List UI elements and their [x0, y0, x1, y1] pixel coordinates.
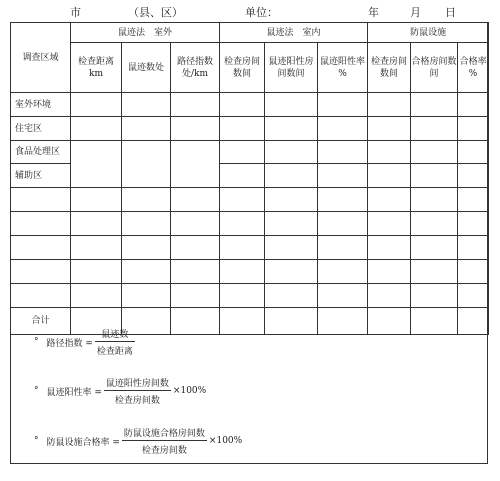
- table-cell[interactable]: [71, 260, 122, 284]
- table-cell[interactable]: [265, 212, 318, 236]
- formula-positive-rate: [34, 376, 206, 406]
- table-cell[interactable]: [458, 260, 489, 284]
- table-cell[interactable]: [122, 93, 171, 117]
- header-year: 年: [368, 6, 379, 19]
- group-outdoor: 鼠迹法 室外: [71, 23, 220, 43]
- table-cell[interactable]: [220, 117, 265, 141]
- table-cell[interactable]: [318, 260, 368, 284]
- table-cell[interactable]: [71, 117, 122, 141]
- row-label: [11, 188, 71, 212]
- table-cell[interactable]: [411, 117, 458, 141]
- formula-lhs: 路径指数 =: [46, 338, 93, 349]
- table-cell[interactable]: [318, 284, 368, 308]
- table-cell[interactable]: [458, 212, 489, 236]
- row-label: [11, 212, 71, 236]
- table-cell[interactable]: [458, 93, 489, 117]
- table-cell[interactable]: [220, 164, 265, 188]
- survey-table: [10, 22, 489, 335]
- formula-fraction: [104, 376, 171, 406]
- formula-lhs: 鼠迹阳性率 =: [46, 387, 102, 398]
- table-cell[interactable]: [318, 141, 368, 164]
- table-cell[interactable]: [458, 236, 489, 260]
- table-cell[interactable]: [458, 117, 489, 141]
- table-cell[interactable]: [265, 141, 318, 164]
- col-header: 检查距离 km: [71, 43, 122, 93]
- formula-fraction: [122, 426, 207, 456]
- formula-facility-rate: [34, 426, 242, 456]
- table-cell[interactable]: [318, 236, 368, 260]
- table-cell[interactable]: [458, 188, 489, 212]
- row-label: 辅助区: [11, 164, 71, 188]
- table-cell[interactable]: [411, 260, 458, 284]
- header-city: 市: [70, 6, 81, 19]
- formula-bullet: °: [34, 436, 39, 446]
- table-cell[interactable]: [265, 284, 318, 308]
- row-label: [11, 260, 71, 284]
- table-cell[interactable]: [220, 141, 265, 164]
- formula-fraction: [95, 327, 135, 357]
- table-cell[interactable]: [265, 308, 318, 335]
- formula-numerator: 防鼠设施合格房间数: [122, 426, 207, 441]
- table-cell[interactable]: [122, 212, 171, 236]
- table-cell[interactable]: [171, 236, 220, 260]
- table-cell[interactable]: [122, 117, 171, 141]
- table-cell[interactable]: [171, 141, 220, 188]
- table-cell[interactable]: [458, 141, 489, 164]
- table-cell[interactable]: [71, 212, 122, 236]
- table-cell[interactable]: [368, 117, 411, 141]
- formula-denominator: 检查房间数: [141, 446, 187, 456]
- table-cell[interactable]: [122, 260, 171, 284]
- table-cell[interactable]: [368, 308, 411, 335]
- table-cell[interactable]: [411, 141, 458, 164]
- table-cell[interactable]: [318, 188, 368, 212]
- group-indoor: 鼠迹法 室内: [220, 23, 368, 43]
- col-header: 路径指数 处/km: [171, 43, 220, 93]
- table-cell[interactable]: [411, 284, 458, 308]
- table-cell[interactable]: [71, 188, 122, 212]
- table-cell[interactable]: [122, 141, 171, 188]
- total-label: 合计: [11, 308, 71, 335]
- table-cell[interactable]: [265, 236, 318, 260]
- table-cell[interactable]: [122, 188, 171, 212]
- formula-suffix: ×100%: [208, 436, 243, 446]
- table-cell[interactable]: [411, 164, 458, 188]
- header-month: 月: [410, 6, 421, 19]
- row-label: [11, 284, 71, 308]
- table-cell[interactable]: [220, 308, 265, 335]
- col-header: 检查房间数间: [368, 43, 411, 93]
- table-cell[interactable]: [368, 188, 411, 212]
- table-cell[interactable]: [220, 93, 265, 117]
- formula-bullet: °: [34, 337, 39, 347]
- col-header: 鼠迹阳性率 %: [318, 43, 368, 93]
- table-cell[interactable]: [122, 236, 171, 260]
- table-cell[interactable]: [368, 93, 411, 117]
- formula-bullet: °: [34, 386, 39, 396]
- table-cell[interactable]: [368, 236, 411, 260]
- formula-path-index: [34, 327, 137, 357]
- table-cell[interactable]: [265, 260, 318, 284]
- table-cell[interactable]: [318, 164, 368, 188]
- formula-suffix: ×100%: [172, 386, 207, 396]
- table-cell[interactable]: [318, 212, 368, 236]
- table-cell[interactable]: [318, 117, 368, 141]
- col-header: 检查房间数间: [220, 43, 265, 93]
- formula-denominator: 检查房间数: [114, 396, 160, 406]
- table-cell[interactable]: [265, 117, 318, 141]
- header-county: （县、区）: [128, 6, 183, 19]
- header-day: 日: [445, 6, 456, 19]
- table-cell[interactable]: [368, 141, 411, 164]
- col-header: 鼠迹数处: [122, 43, 171, 93]
- formula-denominator: 检查距离: [96, 347, 133, 357]
- table-cell[interactable]: [411, 212, 458, 236]
- col-header: 鼠迹阳性房间数间: [265, 43, 318, 93]
- table-cell[interactable]: [368, 164, 411, 188]
- table-cell[interactable]: [411, 308, 458, 335]
- row-label: 住宅区: [11, 117, 71, 141]
- table-cell[interactable]: [411, 188, 458, 212]
- table-cell[interactable]: [220, 188, 265, 212]
- formula-numerator: 鼠迹阳性房间数: [104, 376, 171, 391]
- table-cell[interactable]: [171, 308, 220, 335]
- table-cell[interactable]: [171, 117, 220, 141]
- row-label: 室外环境: [11, 93, 71, 117]
- report-header: [0, 4, 500, 20]
- table-cell[interactable]: [265, 93, 318, 117]
- table-cell[interactable]: [458, 164, 489, 188]
- row-label: [11, 236, 71, 260]
- table-cell[interactable]: [171, 260, 220, 284]
- table-cell[interactable]: [458, 284, 489, 308]
- table-cell[interactable]: [220, 284, 265, 308]
- table-cell[interactable]: [368, 212, 411, 236]
- table-cell[interactable]: [71, 236, 122, 260]
- table-cell[interactable]: [71, 93, 122, 117]
- table-cell[interactable]: [171, 284, 220, 308]
- table-cell[interactable]: [368, 260, 411, 284]
- table-cell[interactable]: [411, 93, 458, 117]
- region-header: 调查区域: [11, 23, 71, 93]
- table-cell[interactable]: [318, 93, 368, 117]
- formula-numerator: 鼠迹数: [95, 327, 135, 342]
- table-cell[interactable]: [171, 188, 220, 212]
- table-cell[interactable]: [458, 308, 489, 335]
- table-cell[interactable]: [171, 93, 220, 117]
- table-cell[interactable]: [122, 284, 171, 308]
- table-cell[interactable]: [220, 260, 265, 284]
- table-cell[interactable]: [71, 141, 122, 188]
- formula-lhs: 防鼠设施合格率 =: [46, 437, 120, 448]
- group-facility: 防鼠设施: [368, 23, 489, 43]
- table-cell[interactable]: [368, 284, 411, 308]
- table-cell[interactable]: [265, 164, 318, 188]
- col-header: 合格房间数间: [411, 43, 458, 93]
- col-header: 合格率 %: [458, 43, 489, 93]
- table-cell[interactable]: [318, 308, 368, 335]
- row-label: 食品处理区: [11, 141, 71, 164]
- table-cell[interactable]: [265, 188, 318, 212]
- table-cell[interactable]: [220, 212, 265, 236]
- header-unit: 单位：: [245, 6, 278, 19]
- table-cell[interactable]: [71, 284, 122, 308]
- table-cell[interactable]: [220, 236, 265, 260]
- table-cell[interactable]: [411, 236, 458, 260]
- table-cell[interactable]: [171, 212, 220, 236]
